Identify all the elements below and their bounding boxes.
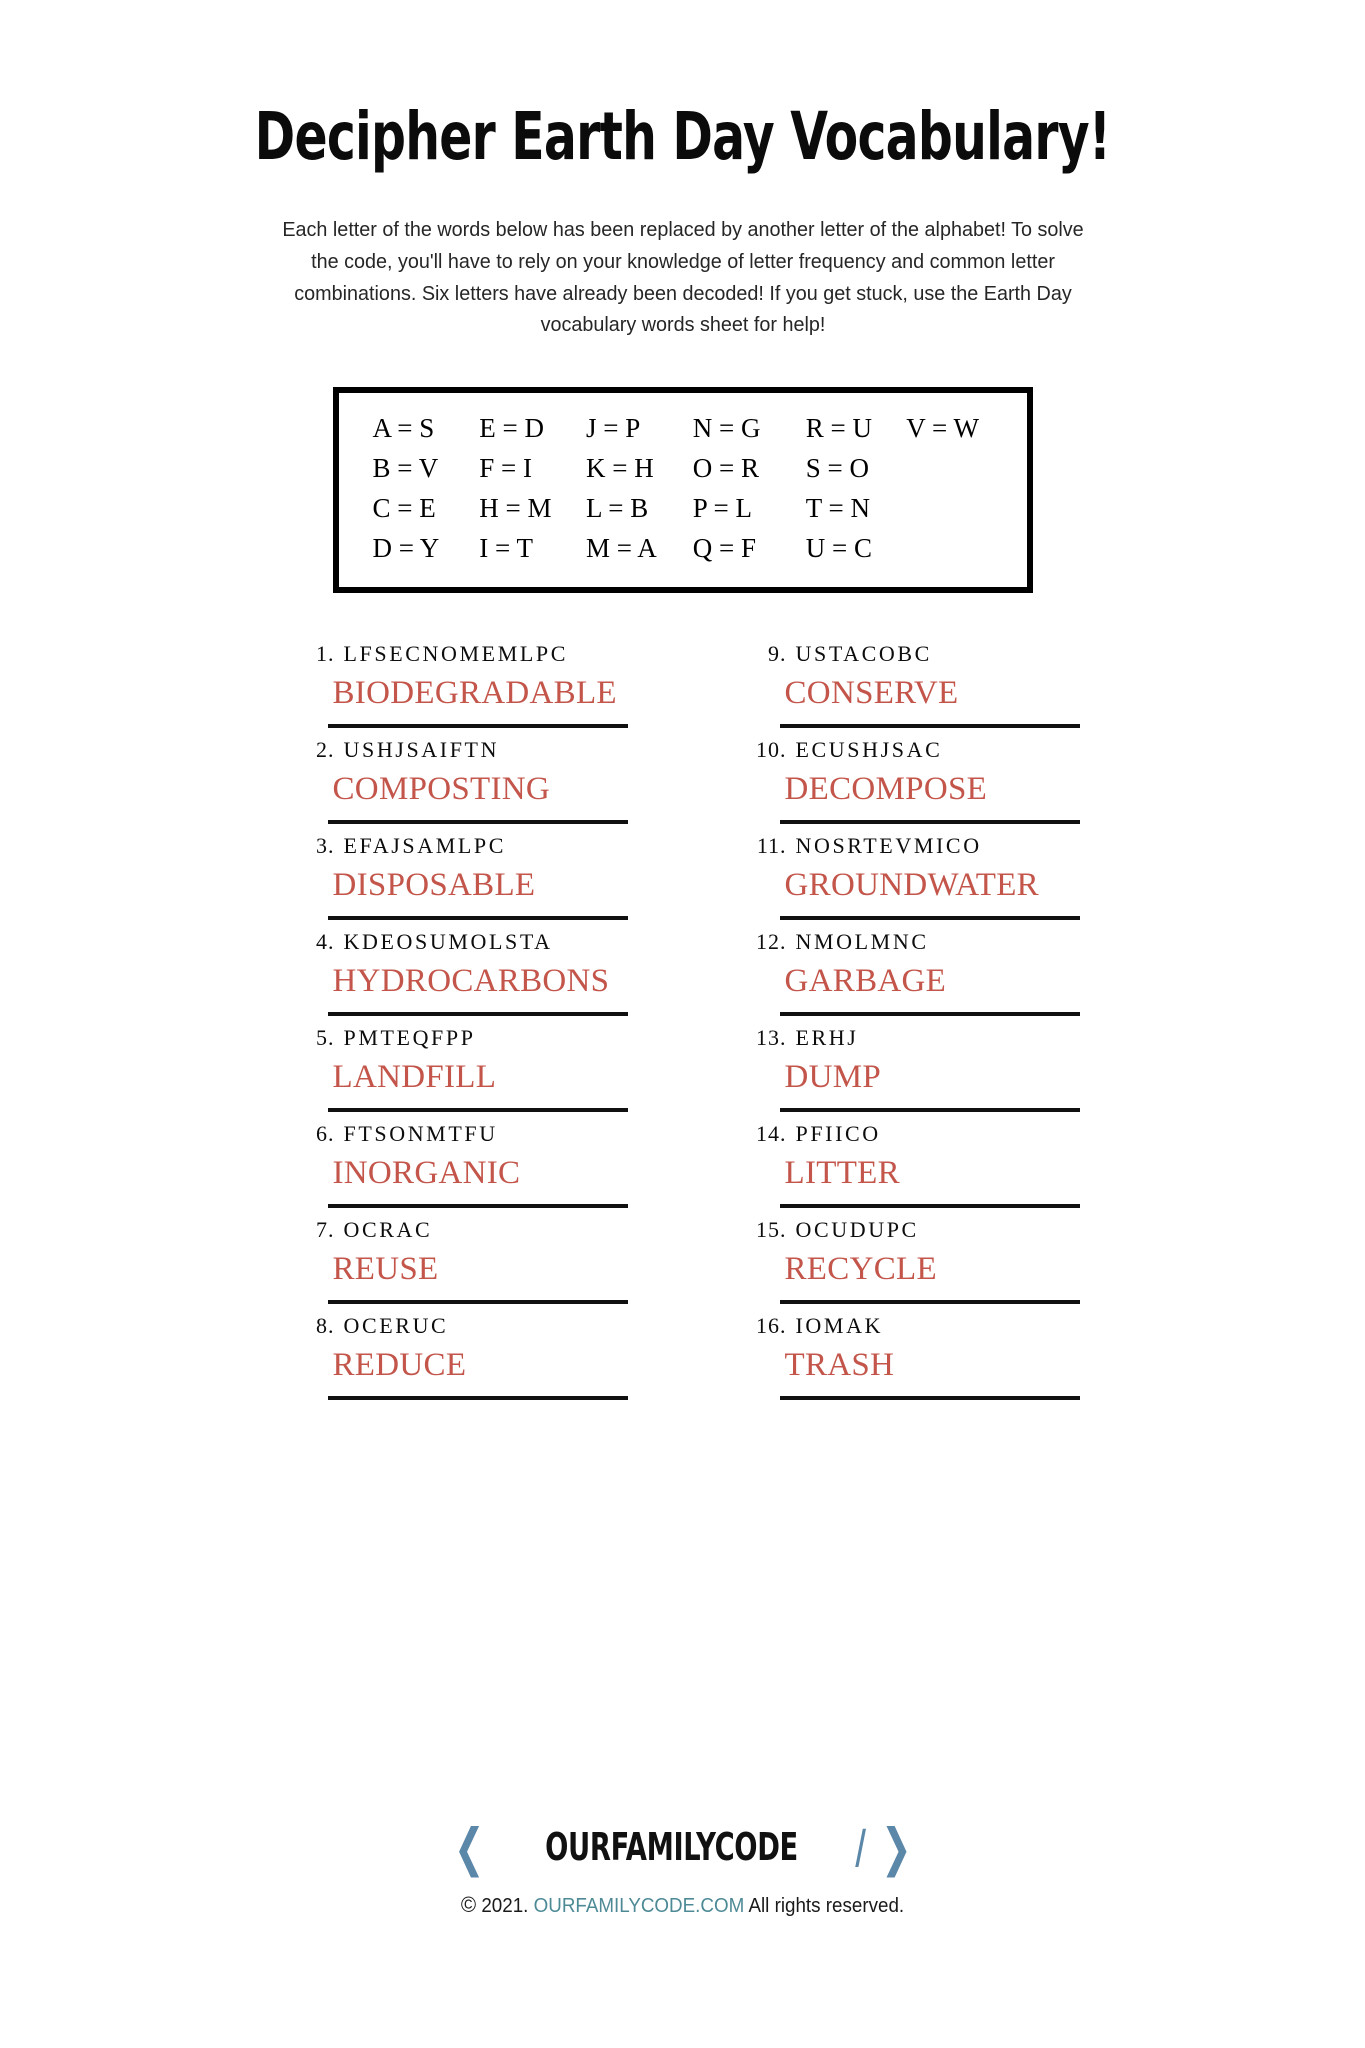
puzzle-item [298, 1313, 628, 1409]
puzzle-item [298, 1025, 628, 1121]
ourfamilycode-logo [0, 1816, 1365, 1878]
copyright-website-link[interactable]: OURFAMILYCODE.COM [533, 1895, 745, 1917]
cipher-line [298, 641, 628, 667]
cipher-key-cell: B = V [372, 453, 439, 484]
answer-text: COMPOSTING [332, 771, 551, 808]
cipher-text: IOMAK [795, 1313, 884, 1339]
cipher-key-cell: D = Y [372, 533, 440, 564]
answer-blank[interactable] [328, 771, 628, 824]
cipher-text: ERHJ [795, 1025, 859, 1051]
cipher-key-cell [906, 529, 1000, 569]
cipher-line [750, 641, 1080, 667]
cipher-text: OCUDUPC [795, 1217, 919, 1243]
puzzle-item [750, 833, 1080, 929]
cipher-key-row [373, 529, 1001, 569]
item-number: 11. [756, 833, 787, 859]
cipher-line [750, 1217, 1080, 1243]
cipher-key-cell: V = W [906, 413, 979, 444]
cipher-key-cell: N = G [692, 413, 761, 444]
cipher-text: ECUSHJSAC [795, 737, 943, 763]
answer-text: GROUNDWATER [784, 867, 1039, 904]
cipher-line [298, 1313, 628, 1339]
cipher-key-cell: E = D [479, 413, 544, 444]
answer-blank[interactable] [780, 1347, 1080, 1400]
answer-blank[interactable] [780, 867, 1080, 920]
copyright-year: 2021. [481, 1895, 529, 1917]
copyright-line [41, 1892, 1324, 1918]
puzzle-item [750, 641, 1080, 737]
item-number: 13. [756, 1025, 787, 1051]
answer-text: DECOMPOSE [784, 771, 988, 808]
cipher-text: OCERUC [343, 1313, 449, 1339]
answer-text: BIODEGRADABLE [332, 675, 617, 712]
cipher-text: OCRAC [343, 1217, 433, 1243]
item-number: 1. [316, 641, 335, 667]
cipher-text: USHJSAIFTN [343, 737, 500, 763]
cipher-key-cell: M = A [586, 533, 657, 564]
item-number: 5. [316, 1025, 335, 1051]
answer-blank[interactable] [328, 1059, 628, 1112]
cipher-text: EFAJSAMLPC [343, 833, 507, 859]
cipher-key-cell [906, 449, 1000, 489]
cipher-line [750, 1025, 1080, 1051]
answer-text: DISPOSABLE [332, 867, 536, 904]
cipher-key-cell [906, 489, 1000, 529]
item-number: 4. [316, 929, 335, 955]
cipher-key-row [373, 409, 1001, 449]
cipher-line [750, 833, 1080, 859]
cipher-key-box [333, 387, 1033, 593]
cipher-line [750, 737, 1080, 763]
cipher-key-cell: H = M [479, 493, 552, 524]
item-number: 2. [316, 737, 335, 763]
cipher-text: NMOLMNC [795, 929, 929, 955]
puzzle-item [750, 1313, 1080, 1409]
cipher-text: NOSRTEVMICO [795, 833, 982, 859]
answer-blank[interactable] [780, 963, 1080, 1016]
puzzle-item [298, 641, 628, 737]
answer-text: RECYCLE [784, 1251, 937, 1288]
puzzle-right-column [750, 641, 1080, 1409]
item-number: 3. [316, 833, 335, 859]
answer-text: TRASH [784, 1347, 895, 1384]
item-number: 8. [316, 1313, 335, 1339]
cipher-key-row [373, 489, 1001, 529]
right-angle-bracket-icon: ❯ [880, 1816, 912, 1878]
item-number: 9. [768, 641, 787, 667]
copyright-symbol-icon: © [460, 1892, 477, 1917]
instructions-paragraph: Each letter of the words below has been replaced by another letter of the alphabet! To solve the code, you'll have to rely on your knowledge of letter frequency and common letter combinations. Six letters have already been decoded! If you get stuck, use the Earth Day vocabulary words sheet for help! [281, 218, 1084, 337]
cipher-key-cell: U = C [805, 533, 873, 564]
cipher-key-cell: I = T [479, 533, 533, 564]
cipher-key-cell: K = H [586, 453, 654, 484]
answer-text: CONSERVE [784, 675, 959, 712]
logo-brand-name: OURFAMILYCODE [545, 1825, 799, 1869]
cipher-key-table [373, 409, 1001, 569]
answer-blank[interactable] [328, 675, 628, 728]
answer-text: GARBAGE [784, 963, 947, 1000]
answer-blank[interactable] [780, 771, 1080, 824]
cipher-line [298, 1121, 628, 1147]
answer-text: INORGANIC [332, 1155, 521, 1192]
cipher-key-cell: C = E [372, 493, 436, 524]
left-angle-bracket-icon: ❮ [453, 1816, 485, 1878]
slash-icon: / [855, 1819, 867, 1874]
puzzle-item [298, 833, 628, 929]
item-number: 16. [756, 1313, 787, 1339]
answer-blank[interactable] [328, 1347, 628, 1400]
puzzle-item [750, 1217, 1080, 1313]
answer-text: LITTER [784, 1155, 900, 1192]
cipher-line [750, 929, 1080, 955]
cipher-key-cell: S = O [805, 453, 870, 484]
cipher-key-cell: R = U [805, 413, 873, 444]
cipher-text: PFIICO [795, 1121, 881, 1147]
cipher-key-cell: P = L [692, 493, 752, 524]
puzzle-item [298, 737, 628, 833]
puzzle-item [750, 1025, 1080, 1121]
answer-text: LANDFILL [332, 1059, 497, 1096]
cipher-text: PMTEQFPP [343, 1025, 476, 1051]
cipher-key-cell: Q = F [692, 533, 756, 564]
item-number: 10. [756, 737, 787, 763]
copyright-rights-text: All rights reserved. [748, 1895, 905, 1917]
cipher-key-cell: A = S [372, 413, 435, 444]
answer-blank[interactable] [780, 1059, 1080, 1112]
cipher-text: LFSECNOMEMLPC [343, 641, 569, 667]
cipher-line [750, 1121, 1080, 1147]
cipher-text: KDEOSUMOLSTA [343, 929, 553, 955]
answer-blank[interactable] [780, 675, 1080, 728]
item-number: 14. [756, 1121, 787, 1147]
answer-text: DUMP [784, 1059, 882, 1096]
item-number: 15. [756, 1217, 787, 1243]
cipher-line [298, 737, 628, 763]
cipher-line [298, 1025, 628, 1051]
cipher-key-cell: O = R [692, 453, 759, 484]
cipher-line [298, 833, 628, 859]
answer-text: REDUCE [332, 1347, 467, 1384]
page-title: Decipher Earth Day Vocabulary! [254, 98, 1111, 175]
answer-text: HYDROCARBONS [332, 963, 610, 1000]
puzzle-item [750, 1121, 1080, 1217]
cipher-key-cell: J = P [586, 413, 641, 444]
answer-blank[interactable] [328, 1251, 628, 1304]
answer-blank[interactable] [780, 1155, 1080, 1208]
page-footer [0, 1816, 1365, 1918]
item-number: 12. [756, 929, 787, 955]
puzzle-item [298, 1121, 628, 1217]
cipher-key-section [0, 387, 1365, 593]
puzzle-item [298, 1217, 628, 1313]
answer-text: REUSE [332, 1251, 439, 1288]
cipher-line [298, 929, 628, 955]
cipher-text: FTSONMTFU [343, 1121, 498, 1147]
answer-blank[interactable] [328, 1155, 628, 1208]
cipher-line [298, 1217, 628, 1243]
answer-blank[interactable] [328, 867, 628, 920]
cipher-line [750, 1313, 1080, 1339]
puzzle-left-column [298, 641, 628, 1409]
cipher-key-cell: L = B [586, 493, 649, 524]
answer-blank[interactable] [328, 963, 628, 1016]
answer-blank[interactable] [780, 1251, 1080, 1304]
cipher-text: USTACOBC [795, 641, 932, 667]
cipher-key-cell: T = N [805, 493, 871, 524]
item-number: 7. [316, 1217, 335, 1243]
puzzle-item [298, 929, 628, 1025]
cipher-key-cell: F = I [479, 453, 532, 484]
puzzle-columns [0, 641, 1365, 1409]
puzzle-item [750, 737, 1080, 833]
puzzle-item [750, 929, 1080, 1025]
cipher-key-row [373, 449, 1001, 489]
item-number: 6. [316, 1121, 335, 1147]
